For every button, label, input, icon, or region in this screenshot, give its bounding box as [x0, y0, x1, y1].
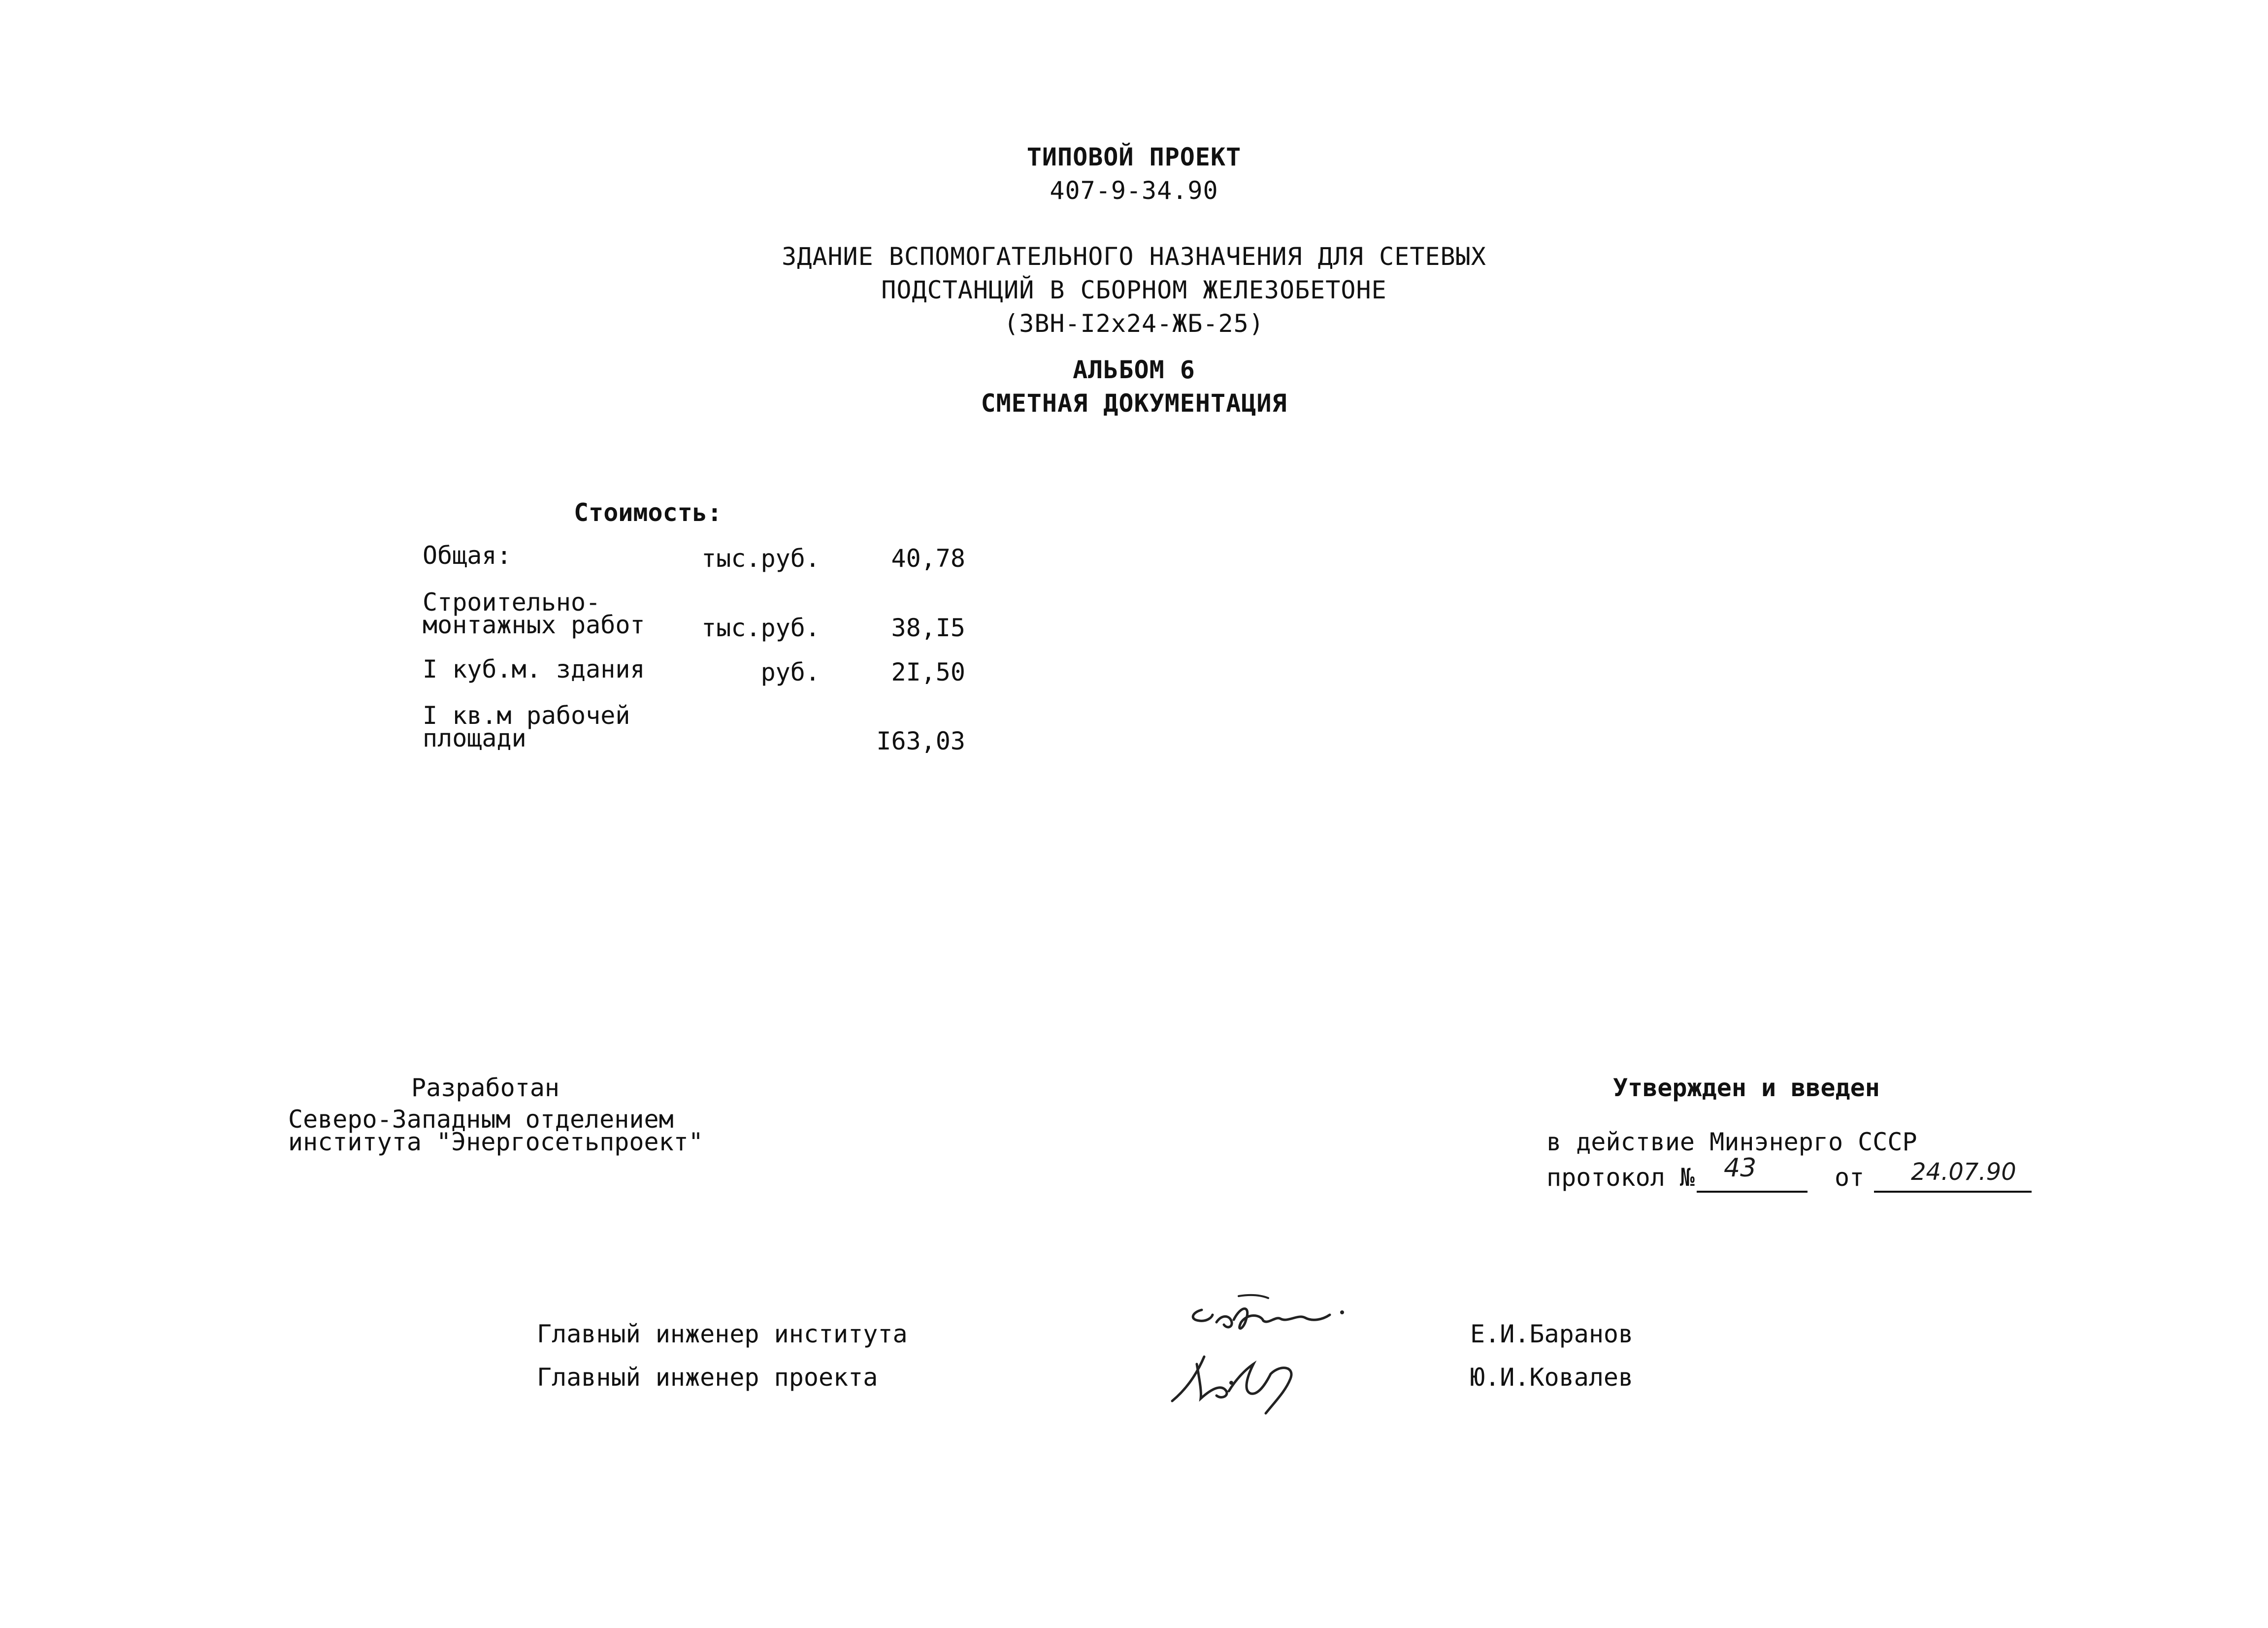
- developed-org-line2: института "Энергосетьпроект": [288, 1128, 703, 1156]
- cost-row-label: Общая:: [423, 541, 512, 570]
- role-chief-engineer-project: Главный инженер проекта: [537, 1363, 878, 1392]
- cost-row-label-cont: площади: [423, 724, 526, 752]
- cost-row-label: Строительно-: [423, 588, 601, 617]
- cost-row-value: I63,03: [876, 727, 965, 755]
- signature-2-icon: [1167, 1344, 1315, 1418]
- developed-title: Разработан: [411, 1074, 560, 1102]
- project-type: ТИПОВОЙ ПРОЕКТ: [1026, 143, 1242, 171]
- project-title-line1: ЗДАНИЕ ВСПОМОГАТЕЛЬНОГО НАЗНАЧЕНИЯ ДЛЯ СЕТЕВЫХ: [782, 242, 1486, 271]
- approved-line1: в действие Минэнерго СССР: [1546, 1128, 1917, 1156]
- cost-row-label-cont: монтажных работ: [423, 611, 645, 639]
- name-chief-engineer-institute: Е.И.Баранов: [1470, 1320, 1634, 1348]
- signature-1-icon: [1182, 1285, 1359, 1344]
- approved-title: Утвержден и введен: [1613, 1074, 1880, 1102]
- protocol-label: протокол №: [1546, 1163, 1695, 1192]
- role-chief-engineer-institute: Главный инженер института: [537, 1320, 908, 1348]
- cost-row-value: 40,78: [891, 544, 965, 573]
- cost-row-value: 2I,50: [891, 658, 965, 686]
- date-label: от: [1835, 1163, 1865, 1192]
- name-chief-engineer-project: Ю.И.Ковалев: [1470, 1363, 1634, 1392]
- cost-row-value: 38,I5: [891, 614, 965, 642]
- cost-row-label: I куб.м. здания: [423, 655, 645, 684]
- project-number: 407-9-34.90: [1050, 176, 1218, 205]
- project-title-line2: ПОДСТАНЦИЙ В СБОРНОМ ЖЕЛЕЗОБЕТОНЕ: [881, 276, 1387, 304]
- developed-org-line1: Северо-Западным отделением: [288, 1105, 674, 1134]
- protocol-number: 43: [1724, 1153, 1757, 1183]
- album-title: СМЕТНАЯ ДОКУМЕНТАЦИЯ: [981, 389, 1287, 418]
- album-number: АЛЬБОМ 6: [1073, 356, 1195, 384]
- cost-row-unit: тыс.руб.: [701, 544, 820, 573]
- cost-heading: Стоимость:: [574, 498, 723, 527]
- date-value: 24.07.90: [1911, 1158, 2016, 1186]
- cost-row-unit: тыс.руб.: [701, 614, 820, 642]
- cost-row-label: I кв.м рабочей: [423, 701, 630, 730]
- cost-row-unit: руб.: [760, 658, 820, 686]
- project-code: (ЗВН-I2х24-ЖБ-25): [1004, 309, 1264, 338]
